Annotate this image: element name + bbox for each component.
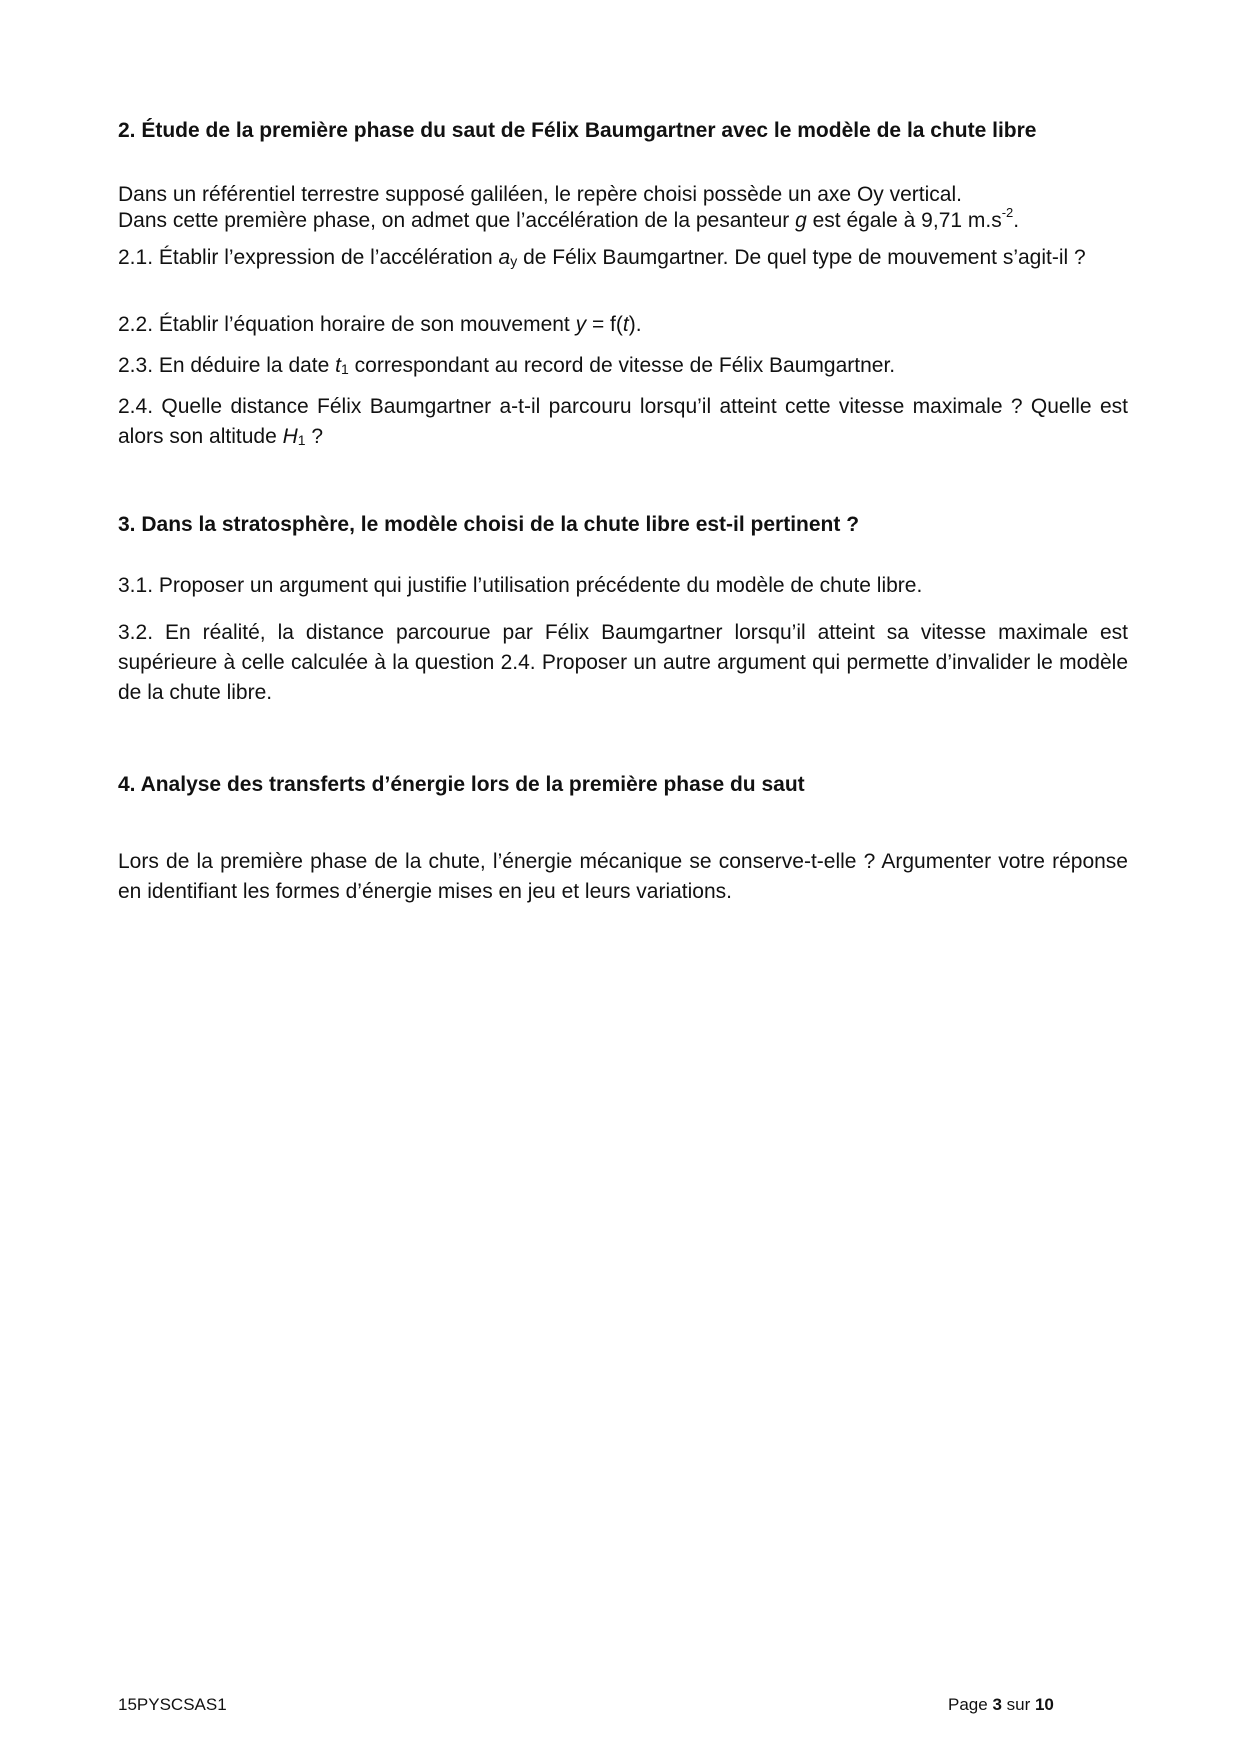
q23-t-subscript: 1 (341, 361, 349, 377)
q24-text-a: 2.4. Quelle distance Félix Baumgartner a-t-il parcouru lorsqu’il atteint cette vitesse maximale ? Quelle est alors son altitude (118, 395, 1128, 448)
footer-page-number (948, 1694, 1054, 1716)
q23-t-symbol: t (335, 354, 342, 377)
gravity-symbol: g (795, 209, 807, 232)
page-current: 3 (992, 1695, 1002, 1714)
q24-text-b: ? (305, 425, 324, 448)
q21-accel-subscript: y (510, 253, 518, 269)
question-2-4 (118, 392, 1128, 452)
intro-text-a: Dans cette première phase, on admet que l’accélération de la pesanteur (118, 209, 796, 232)
footer-subject-code: 15PYSCSAS1 (118, 1695, 227, 1714)
q23-text-b: correspondant au record de vitesse de Félix Baumgartner. (348, 354, 896, 377)
q21-text-b: de Félix Baumgartner. De quel type de mouvement s’agit-il ? (517, 246, 1086, 269)
q22-text-b: = f( (586, 313, 623, 336)
q24-h-subscript: 1 (297, 432, 306, 448)
q24-h-symbol: H (282, 425, 298, 448)
question-2-3 (118, 351, 1128, 381)
q22-text-a: 2.2. Établir l’équation horaire de son mouvement (118, 313, 576, 336)
q21-accel-symbol: a (498, 246, 511, 269)
q23-text-a: 2.3. En déduire la date (118, 354, 336, 377)
q22-t-symbol: t (622, 313, 629, 336)
page-prefix: Page (948, 1695, 993, 1714)
section-4-title: 4. Analyse des transferts d’énergie lors de la première phase du saut (118, 773, 805, 796)
intro-text-end: . (1013, 209, 1020, 232)
unit-exponent: -2 (1001, 205, 1014, 220)
page-total: 10 (1034, 1695, 1054, 1714)
question-2-1 (118, 243, 1128, 273)
section-2-title: 2. Étude de la première phase du saut de Félix Baumgartner avec le modèle de la chute libre (118, 119, 1037, 142)
section-2-intro-line-1: Dans un référentiel terrestre supposé galiléen, le repère choisi possède un axe Oy vertical. (118, 183, 962, 206)
question-3-1: 3.1. Proposer un argument qui justifie l’utilisation précédente du modèle de chute libre. (118, 574, 923, 597)
question-3-2: 3.2. En réalité, la distance parcourue par Félix Baumgartner lorsqu’il atteint sa vitesse maximale est supérieure à celle calculée à la question 2.4. Proposer un autre argument qui permette d’invalider le modèle de la chute libre. (118, 621, 1128, 704)
section-2-intro-line-2 (118, 206, 1128, 236)
q21-text-a: 2.1. Établir l’expression de l’accélération (118, 246, 499, 269)
page-middle: sur (1001, 1695, 1035, 1714)
q22-text-c: ). (628, 313, 642, 336)
section-3-title: 3. Dans la stratosphère, le modèle choisi de la chute libre est-il pertinent ? (118, 513, 860, 536)
section-4-body: Lors de la première phase de la chute, l’énergie mécanique se conserve-t-elle ? Argumenter votre réponse en identifiant les formes d’énergie mises en jeu et leurs variations. (118, 850, 1128, 903)
intro-text-b: est égale à 9,71 m.s (806, 209, 1002, 232)
q22-y-symbol: y (575, 313, 587, 336)
question-2-2 (118, 310, 1128, 340)
